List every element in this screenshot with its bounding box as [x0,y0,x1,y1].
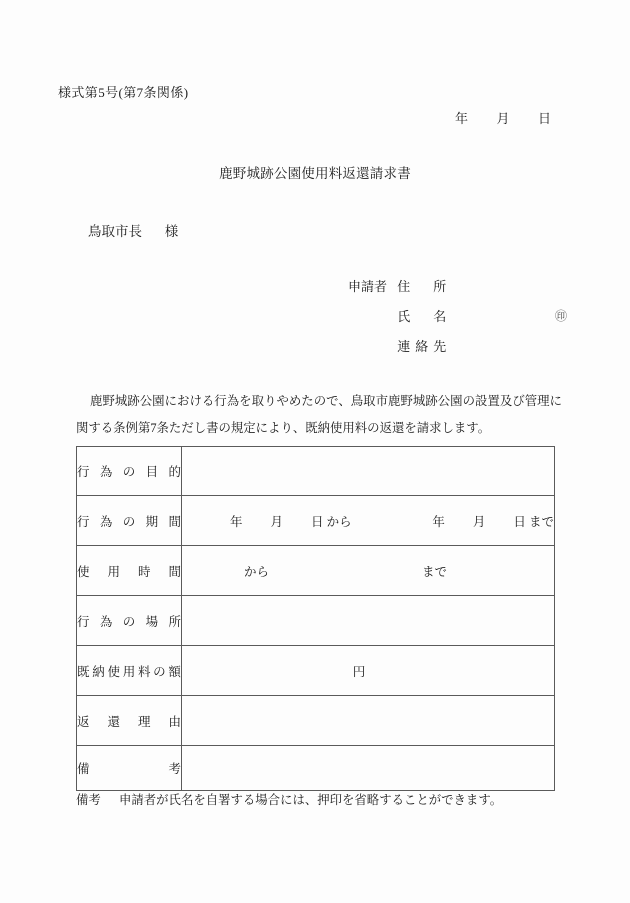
applicant-address-label: 住 所 [397,279,452,294]
row-label-char: 場 [145,614,159,629]
row-label-char: 既 [77,664,90,679]
period-to-year: 年 [432,514,445,529]
row-label-char: 為 [99,465,113,479]
table-row [77,496,555,546]
row-label-char: 用 [122,664,136,679]
row-label-char: 為 [99,614,113,629]
row-label-char: 由 [168,714,181,729]
row-label-char: 行 [77,614,90,629]
form-table [76,446,555,791]
row-label-reason [77,696,182,746]
row-value-remarks[interactable] [182,746,555,791]
row-label-char: 為 [99,514,113,529]
row-label-char: 還 [107,714,120,729]
applicant-contact-label: 連絡先 [397,339,452,354]
applicant-block [348,276,568,366]
amount-unit: 円 [352,664,366,679]
body-paragraph [76,388,562,442]
period-to-day: 日 [513,514,526,529]
table-row [77,596,555,646]
form-number: 様式第5号(第7条関係) [58,85,189,100]
period-from-suffix: から [326,514,352,529]
row-label-place [77,596,182,646]
row-label-amount [77,646,182,696]
date-day-label: 日 [538,111,552,126]
addressee-name: 鳥取市長 [88,224,142,239]
footnote-label: 備考 [76,793,101,807]
row-label-char: 間 [168,514,181,529]
row-label-char: 的 [168,465,181,479]
table-row [77,447,555,496]
date-month-label: 月 [496,111,510,126]
row-value-purpose[interactable] [182,447,555,496]
row-label-char: 額 [168,664,181,679]
row-label-char: 期 [145,514,159,529]
row-label-char: 理 [137,714,151,729]
row-label-char: 用 [107,564,120,579]
row-label-char: の [122,465,136,479]
row-label-char: 行 [77,465,90,479]
row-label-char: 使 [77,564,90,579]
row-label-char: 納 [92,664,105,679]
period-from-month: 月 [270,514,284,529]
period-to-suffix: まで [528,514,554,529]
row-label-usage-time [77,546,182,596]
table-row [77,546,555,596]
row-label-char: の [122,514,136,529]
applicant-lead-label: 申請者 [348,279,388,294]
seal-stamp-icon: ㊞ [555,309,568,323]
row-label-char: 備 [77,762,90,776]
row-label-char: 料 [137,664,151,679]
row-label-char: 考 [168,762,181,776]
period-to [432,512,554,530]
row-label-char: 返 [77,714,90,729]
time-to-suffix: まで [422,564,448,579]
row-label-char: 行 [77,514,90,529]
row-value-place[interactable] [182,596,555,646]
row-label-char: の [122,614,136,629]
applicant-address-row [348,276,451,306]
row-value-usage-time[interactable] [182,546,555,596]
row-label-char: 使 [107,664,120,679]
row-label-period [77,496,182,546]
time-from-suffix: から [244,564,270,579]
period-to-month: 月 [472,514,486,529]
footnote-text: 申請者が氏名を自署する場合には、押印を省略することができます。 [119,793,503,807]
row-value-amount[interactable] [182,646,555,696]
page-title: 鹿野城跡公園使用料返還請求書 [219,166,411,181]
period-from-year: 年 [230,514,243,529]
row-value-reason[interactable] [182,696,555,746]
row-label-char: 目 [145,465,159,479]
addressee-honorific: 様 [164,224,179,239]
table-row [77,746,555,791]
row-label-char: の [153,664,166,679]
table-row [77,696,555,746]
applicant-contact-row [348,336,451,366]
applicant-name-label: 氏 名 [397,309,452,324]
period-from [230,512,352,530]
row-value-period[interactable] [182,496,555,546]
row-label-remarks [77,746,182,791]
row-label-char: 時 [137,564,151,579]
row-label-char: 間 [168,564,181,579]
addressee [88,220,178,240]
applicant-name-row [348,306,568,336]
paragraph-text: 鹿野城跡公園における行為を取りやめたので、鳥取市鹿野城跡公園の設置及び管理に関する条例第7条ただし書の規定により、既納使用料の返還を請求します。 [76,394,562,435]
date-year-label: 年 [455,111,469,126]
footnote [76,790,502,808]
date-line [455,108,551,127]
table-row [77,646,555,696]
row-label-char: 所 [168,614,181,629]
row-label-purpose [77,447,182,496]
period-from-day: 日 [311,514,324,529]
